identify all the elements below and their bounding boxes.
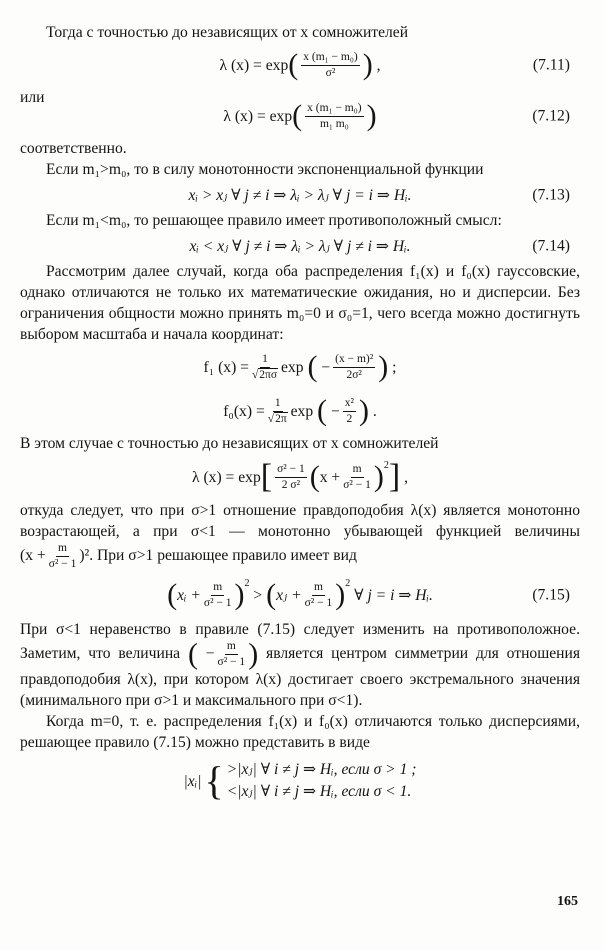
paragraph: При σ<1 неравенство в правиле (7.15) следует изменить на противоположное. Заметим, что величина ( − $\frac{m}{\text{σ² − 1}}$ ) является центром симметрии для отношения правдоподобия λ(x), при котором λ(x) достигает своего экстремального значения (минимального при σ>1 и максимального при σ<1). [20, 621, 580, 709]
text-line: соответственно. [20, 140, 127, 157]
equation-number: (7.14) [532, 237, 570, 255]
equation-7-15: ( xᵢ + $\frac{m}{\text{σ² − 1}}$ ) 2 > ( xⱼ + $\frac{m}{\text{σ² − 1}}$ ) 2 ∀ j = i ⇒ Hᵢ. (7.15) [167, 577, 570, 611]
equation-7-12: λ (x) = exp ( $\frac{\text{x (m₁ − m₀)}}{\text{m₁ m₀}}$ ) (7.12) [223, 99, 570, 132]
equation-7-13: xᵢ > xⱼ ∀ j ≠ i ⇒ λᵢ > λⱼ ∀ j = i ⇒ Hᵢ. (7.13) [188, 186, 570, 204]
equation-f1: f₁ (x) = $\frac{1}{√2\pi\sigma}$ exp ( − $\frac{\text{(x − m)²}}{\text{2σ²}}$ ) ; [203, 350, 397, 383]
equation-number: (7.15) [532, 586, 570, 604]
text-line: В этом случае с точностью до независящих от x сомножителей [20, 435, 439, 452]
equation-number: (7.12) [532, 107, 570, 125]
page-number: 165 [557, 894, 578, 909]
text-line: Тогда с точностью до независящих от x сомножителей [46, 24, 409, 41]
equation-7-11: λ (x) = exp ( $\frac{\text{x (m₁ − m₀)}}{\text{σ²}}$ ) , (7.11) [219, 48, 570, 81]
paragraph: Рассмотрим далее случай, когда оба распределения f₁(x) и f₀(x) гауссовские, однако отличаются не только их математические ожидания, но и дисперсии. Без ограничения общности можно принять m₀=0 и σ₀=1, чего всегда можно достигнуть выбором масштаба и начала координат: [20, 263, 580, 343]
fraction: $\frac{\text{x (m₁ − m₀)}}{\text{m₁ m₀}}$ [307, 101, 362, 130]
equation-cases: |xᵢ| { >|xⱼ| ∀ i ≠ j ⇒ Hᵢ, если σ > 1 ; <|xⱼ| ∀ i ≠ j ⇒ Hᵢ, если σ < 1. [183, 758, 417, 803]
paragraph: Если m₁>m₀, то в силу монотонности экспоненциальной функции [46, 161, 484, 178]
equation-7-14: xᵢ < xⱼ ∀ j ≠ i ⇒ λᵢ > λⱼ ∀ j ≠ i ⇒ Hᵢ. (7.14) [189, 237, 570, 255]
paragraph: Если m₁<m₀, то решающее правило имеет противоположный смысл: [46, 212, 502, 229]
fraction: $\frac{\text{x (m₁ − m₀)}}{\text{σ²}}$ [303, 50, 358, 79]
text-line: или [20, 89, 45, 106]
paragraph: Когда m=0, т. е. распределения f₁(x) и f₀(x) отличаются только дисперсиями, решающее правило (7.15) можно представить в виде [20, 713, 580, 751]
equation-number: (7.11) [532, 56, 570, 74]
eq-lhs: λ (x) = exp [219, 56, 289, 74]
equation-lambda: λ (x) = exp [ $\frac{\text{σ² − 1}}{\text{2 σ²}}$ ( x + $\frac{m}{\text{σ² − 1}}$ ) 2 ] , [192, 458, 408, 495]
paragraph: откуда следует, что при σ>1 отношение правдоподобия λ(x) является монотонно возрастающей, а при σ<1 — монотонно убывающей функцией величины (x + $\frac{m}{\text{σ² − 1}}$ )². При σ>1 решающее правило имеет вид [20, 502, 580, 570]
eq-lhs: λ (x) = exp [223, 107, 293, 125]
page-content [20, 22, 580, 809]
equation-number: (7.13) [532, 186, 570, 204]
equation-f0: f₀(x) = $\frac{1}{√2\pi}$ exp ( − $\frac{\text{x²}}{2}$ ) . [223, 394, 377, 427]
